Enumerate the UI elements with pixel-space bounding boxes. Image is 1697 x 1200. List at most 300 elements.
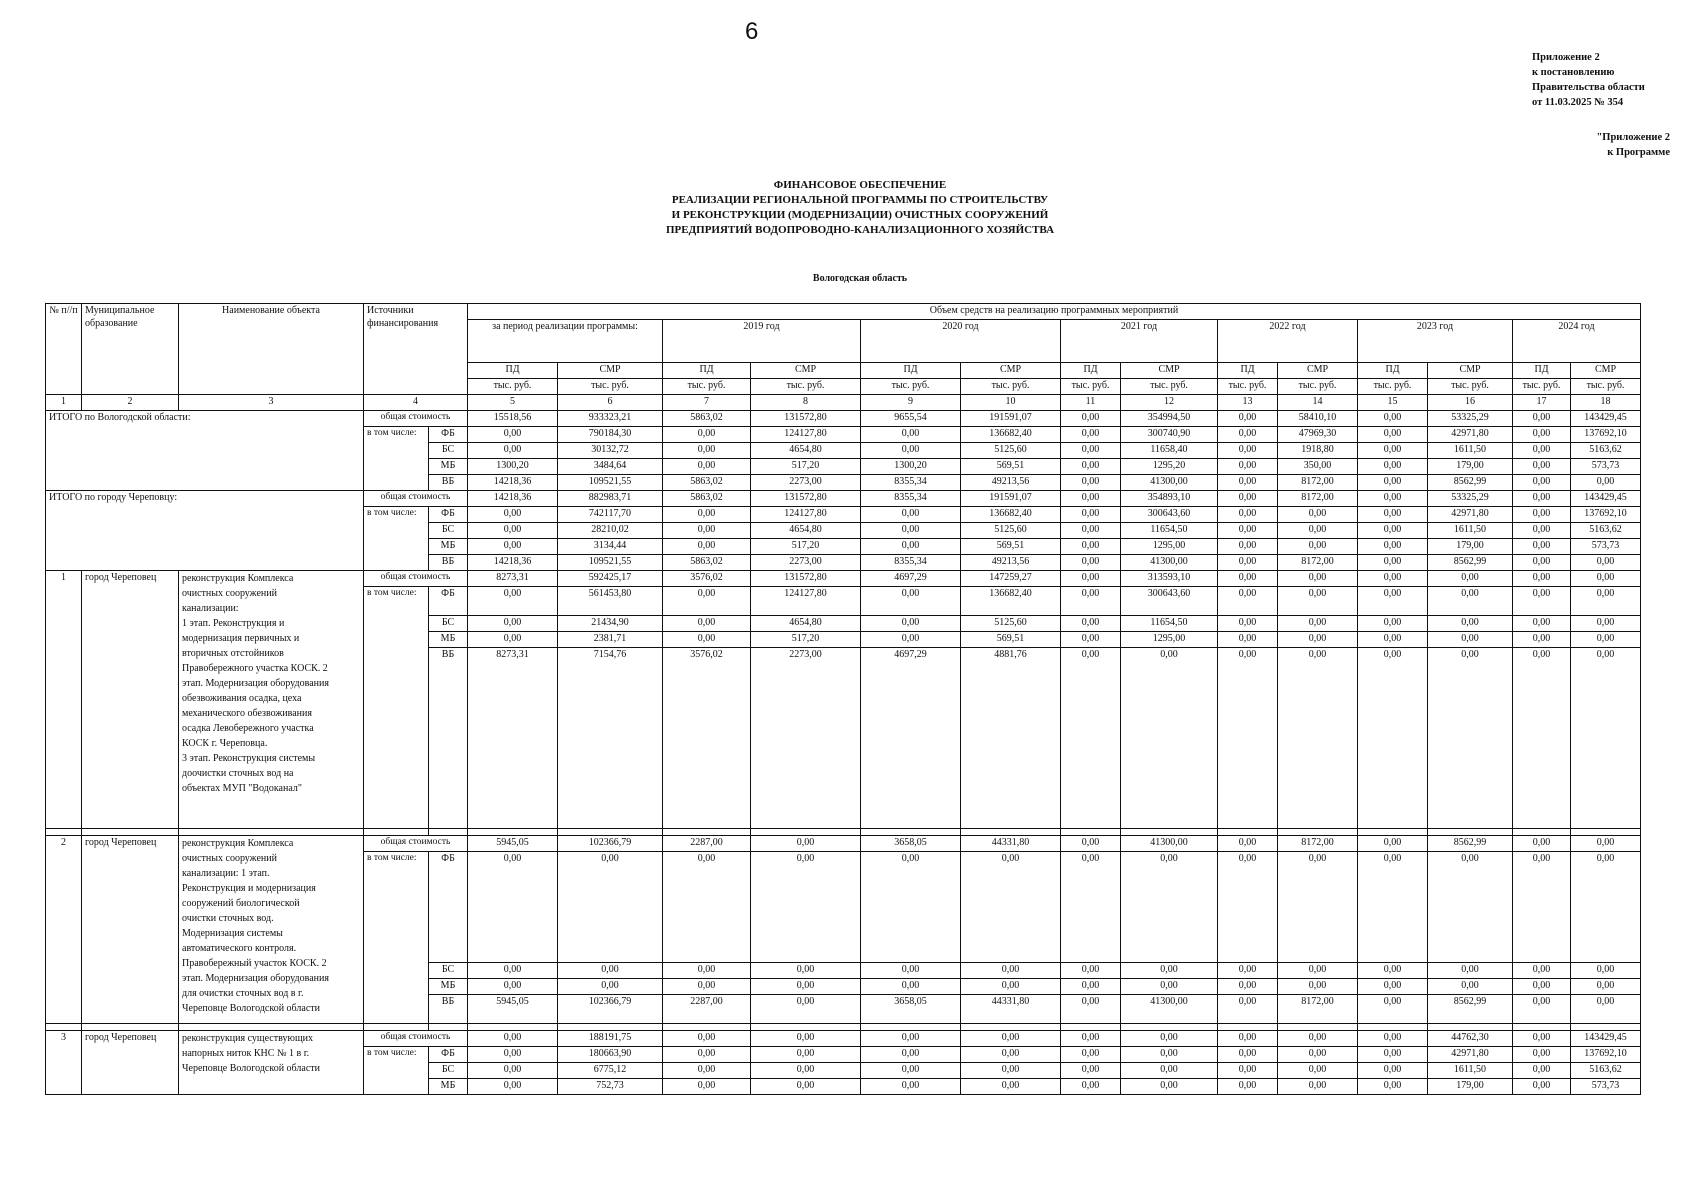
value-cell: 41300,00 (1121, 836, 1218, 852)
value-cell: 0,00 (1278, 571, 1358, 587)
value-cell: 0,00 (1428, 632, 1513, 648)
value-cell: 0,00 (751, 852, 861, 963)
value-cell: 0,00 (1218, 1031, 1278, 1047)
value-cell: 131572,80 (751, 571, 861, 587)
header-period: 2019 год (663, 320, 861, 363)
object-line: Правобережный участок КОСК. 2 (182, 958, 327, 969)
column-number: 10 (961, 395, 1061, 411)
total-cost-label: общая стоимость (364, 491, 468, 507)
value-cell: 4697,29 (861, 648, 961, 829)
value-cell: 5163,62 (1571, 443, 1641, 459)
value-cell: 0,00 (1218, 427, 1278, 443)
value-cell: 0,00 (1218, 555, 1278, 571)
value-cell: 0,00 (861, 1063, 961, 1079)
item-municipality: город Череповец (82, 571, 179, 829)
value-cell: 573,73 (1571, 539, 1641, 555)
column-number: 14 (1278, 395, 1358, 411)
value-cell: 0,00 (1513, 648, 1571, 829)
total-label: ИТОГО по городу Череповцу: (46, 491, 364, 571)
value-cell: 561453,80 (558, 587, 663, 616)
gap-cell (663, 829, 751, 836)
value-cell: 0,00 (1571, 852, 1641, 963)
value-cell: 0,00 (1121, 852, 1218, 963)
value-cell: 8273,31 (468, 648, 558, 829)
value-cell: 0,00 (1513, 963, 1571, 979)
value-cell: 517,20 (751, 459, 861, 475)
value-cell: 0,00 (1428, 587, 1513, 616)
header-period: 2023 год (1358, 320, 1513, 363)
value-cell: 0,00 (861, 979, 961, 995)
value-cell: 0,00 (1513, 852, 1571, 963)
gap-cell (558, 829, 663, 836)
value-cell: 0,00 (1513, 1031, 1571, 1047)
value-cell: 0,00 (1218, 507, 1278, 523)
column-number: 18 (1571, 395, 1641, 411)
value-cell: 0,00 (1061, 587, 1121, 616)
gap-cell (751, 829, 861, 836)
total-cost-label: общая стоимость (364, 1031, 468, 1047)
value-cell: 0,00 (1121, 1063, 1218, 1079)
value-cell: 0,00 (1278, 1031, 1358, 1047)
value-cell: 0,00 (1428, 616, 1513, 632)
value-cell: 131572,80 (751, 491, 861, 507)
header-pd: ПД (1358, 363, 1428, 379)
total-row (46, 491, 1641, 507)
value-cell: 42971,80 (1428, 427, 1513, 443)
value-cell: 0,00 (663, 459, 751, 475)
value-cell: 0,00 (1513, 523, 1571, 539)
value-cell: 0,00 (1513, 632, 1571, 648)
value-cell: 1295,00 (1121, 539, 1218, 555)
value-cell: 0,00 (558, 979, 663, 995)
value-cell: 3484,64 (558, 459, 663, 475)
value-cell: 191591,07 (961, 491, 1061, 507)
source-label: ВБ (429, 995, 468, 1024)
value-cell: 0,00 (751, 995, 861, 1024)
value-cell: 0,00 (1278, 616, 1358, 632)
value-cell: 180663,90 (558, 1047, 663, 1063)
value-cell: 354893,10 (1121, 491, 1218, 507)
appendix-program (1596, 130, 1670, 160)
gap-cell (1061, 829, 1121, 836)
value-cell: 0,00 (1218, 995, 1278, 1024)
value-cell: 49213,56 (961, 555, 1061, 571)
value-cell: 0,00 (468, 632, 558, 648)
source-label: БС (429, 523, 468, 539)
object-line: Правобережного участка КОСК. 2 (182, 663, 328, 674)
value-cell: 0,00 (1513, 459, 1571, 475)
value-cell: 3134,44 (558, 539, 663, 555)
gap-cell (46, 1024, 82, 1031)
value-cell: 143429,45 (1571, 411, 1641, 427)
value-cell: 0,00 (1061, 616, 1121, 632)
value-cell: 0,00 (1428, 963, 1513, 979)
gap-cell (1571, 1024, 1641, 1031)
gap-cell (82, 1024, 179, 1031)
object-line: Череповце Вологодской области (182, 1063, 320, 1074)
value-cell: 5163,62 (1571, 523, 1641, 539)
value-cell: 0,00 (663, 539, 751, 555)
value-cell: 0,00 (1571, 648, 1641, 829)
value-cell: 354994,50 (1121, 411, 1218, 427)
value-cell: 8273,31 (468, 571, 558, 587)
header-num: № п//п (46, 304, 82, 395)
value-cell: 0,00 (1278, 1063, 1358, 1079)
header-smr: СМР (1571, 363, 1641, 379)
value-cell: 0,00 (663, 632, 751, 648)
source-label: ФБ (429, 587, 468, 616)
value-cell: 0,00 (1513, 475, 1571, 491)
value-cell: 2287,00 (663, 836, 751, 852)
header-municipality: Муниципальное образование (82, 304, 179, 395)
value-cell: 0,00 (1571, 979, 1641, 995)
gap-cell (961, 829, 1061, 836)
object-line: 1 этап. Реконструкция и (182, 618, 285, 629)
value-cell: 0,00 (861, 963, 961, 979)
item-number: 3 (46, 1031, 82, 1095)
value-cell: 5163,62 (1571, 1063, 1641, 1079)
header-smr: СМР (1278, 363, 1358, 379)
value-cell: 0,00 (468, 539, 558, 555)
gap-cell (1061, 1024, 1121, 1031)
value-cell: 0,00 (663, 427, 751, 443)
item-municipality: город Череповец (82, 836, 179, 1024)
value-cell: 9655,54 (861, 411, 961, 427)
value-cell: 0,00 (1513, 427, 1571, 443)
value-cell: 5863,02 (663, 411, 751, 427)
value-cell: 1295,20 (1121, 459, 1218, 475)
value-cell: 0,00 (1358, 475, 1428, 491)
value-cell: 0,00 (1571, 963, 1641, 979)
value-cell: 8355,34 (861, 475, 961, 491)
value-cell: 0,00 (1061, 1063, 1121, 1079)
value-cell: 0,00 (1571, 555, 1641, 571)
title-line: ФИНАНСОВОЕ ОБЕСПЕЧЕНИЕ (773, 179, 947, 191)
value-cell: 0,00 (663, 1031, 751, 1047)
value-cell: 0,00 (861, 616, 961, 632)
value-cell: 0,00 (861, 507, 961, 523)
value-cell: 569,51 (961, 459, 1061, 475)
value-cell: 0,00 (1358, 852, 1428, 963)
value-cell: 0,00 (861, 1079, 961, 1095)
object-line: модернизация первичных и (182, 633, 300, 644)
value-cell: 0,00 (1358, 963, 1428, 979)
including-label: в том числе: (364, 427, 429, 491)
source-label: ФБ (429, 507, 468, 523)
column-number: 16 (1428, 395, 1513, 411)
value-cell: 0,00 (1218, 979, 1278, 995)
value-cell: 137692,10 (1571, 1047, 1641, 1063)
value-cell: 8562,99 (1428, 995, 1513, 1024)
column-number: 8 (751, 395, 861, 411)
total-cost-label: общая стоимость (364, 411, 468, 427)
value-cell: 0,00 (861, 1031, 961, 1047)
value-cell: 7154,76 (558, 648, 663, 829)
value-cell: 0,00 (1428, 571, 1513, 587)
value-cell: 0,00 (1218, 963, 1278, 979)
value-cell: 0,00 (751, 963, 861, 979)
source-label: БС (429, 616, 468, 632)
value-cell: 0,00 (1061, 443, 1121, 459)
value-cell: 0,00 (468, 427, 558, 443)
gap-cell (861, 829, 961, 836)
value-cell: 0,00 (468, 443, 558, 459)
total-cost-label: общая стоимость (364, 836, 468, 852)
value-cell: 53325,29 (1428, 411, 1513, 427)
value-cell: 0,00 (961, 963, 1061, 979)
object-line: вторичных отстойников (182, 648, 284, 659)
title-line: ПРЕДПРИЯТИЙ ВОДОПРОВОДНО-КАНАЛИЗАЦИОННОГО ХОЗЯЙСТВА (665, 224, 1055, 236)
gap-cell (1571, 829, 1641, 836)
header-unit: тыс. руб. (663, 379, 751, 395)
object-line: сооружений биологической (182, 898, 300, 909)
value-cell: 137692,10 (1571, 427, 1641, 443)
value-cell: 0,00 (663, 979, 751, 995)
value-cell: 1295,00 (1121, 632, 1218, 648)
header-sources: Источники финансирования (364, 304, 468, 395)
value-cell: 0,00 (1218, 632, 1278, 648)
header-pd: ПД (663, 363, 751, 379)
header-unit: тыс. руб. (861, 379, 961, 395)
value-cell: 11654,50 (1121, 616, 1218, 632)
value-cell: 136682,40 (961, 587, 1061, 616)
value-cell: 8172,00 (1278, 555, 1358, 571)
value-cell: 0,00 (1278, 507, 1358, 523)
object-line: для очистки сточных вод в г. (182, 988, 304, 999)
value-cell: 3658,05 (861, 836, 961, 852)
value-cell: 0,00 (1121, 1079, 1218, 1095)
value-cell: 300643,60 (1121, 587, 1218, 616)
value-cell: 0,00 (1061, 1079, 1121, 1095)
appendix-line: к постановлению (1532, 67, 1615, 78)
value-cell: 0,00 (663, 616, 751, 632)
header-pd: ПД (1218, 363, 1278, 379)
header-pd: ПД (468, 363, 558, 379)
value-cell: 3576,02 (663, 648, 751, 829)
value-cell: 0,00 (1358, 443, 1428, 459)
value-cell: 0,00 (861, 539, 961, 555)
value-cell: 0,00 (1278, 632, 1358, 648)
value-cell: 44331,80 (961, 995, 1061, 1024)
gap-cell (1218, 829, 1278, 836)
value-cell: 0,00 (1278, 852, 1358, 963)
value-cell: 124127,80 (751, 507, 861, 523)
header-volume: Объем средств на реализацию программных мероприятий (468, 304, 1641, 320)
value-cell: 136682,40 (961, 507, 1061, 523)
gap-cell (179, 829, 364, 836)
value-cell: 0,00 (468, 979, 558, 995)
value-cell: 179,00 (1428, 1079, 1513, 1095)
object-line: этап. Модернизация оборудования (182, 678, 329, 689)
value-cell: 8172,00 (1278, 836, 1358, 852)
value-cell: 0,00 (1121, 648, 1218, 829)
value-cell: 44762,30 (1428, 1031, 1513, 1047)
value-cell: 0,00 (1278, 963, 1358, 979)
value-cell: 0,00 (1278, 979, 1358, 995)
value-cell: 0,00 (663, 1047, 751, 1063)
value-cell: 49213,56 (961, 475, 1061, 491)
appendix-line: от 11.03.2025 № 354 (1532, 97, 1624, 108)
gap-cell (1121, 1024, 1218, 1031)
value-cell: 0,00 (1061, 1047, 1121, 1063)
header-unit: тыс. руб. (1571, 379, 1641, 395)
object-line: Модернизация системы (182, 928, 283, 939)
value-cell: 0,00 (1218, 1063, 1278, 1079)
value-cell: 0,00 (1358, 1047, 1428, 1063)
value-cell: 0,00 (1218, 1047, 1278, 1063)
header-period: 2024 год (1513, 320, 1641, 363)
value-cell: 0,00 (751, 979, 861, 995)
gap-cell (751, 1024, 861, 1031)
value-cell: 0,00 (1061, 507, 1121, 523)
value-cell: 41300,00 (1121, 555, 1218, 571)
header-pd: ПД (861, 363, 961, 379)
value-cell: 8562,99 (1428, 836, 1513, 852)
value-cell: 0,00 (1513, 411, 1571, 427)
value-cell: 47969,30 (1278, 427, 1358, 443)
column-numbers-row (46, 395, 1641, 411)
value-cell: 0,00 (1358, 427, 1428, 443)
value-cell: 0,00 (961, 852, 1061, 963)
value-cell: 0,00 (1061, 836, 1121, 852)
value-cell: 14218,36 (468, 555, 558, 571)
value-cell: 0,00 (1061, 475, 1121, 491)
page-number: 6 (745, 18, 759, 45)
value-cell: 0,00 (468, 523, 558, 539)
appendix-program-line: "Приложение 2 (1596, 132, 1670, 143)
gap-cell (429, 829, 468, 836)
value-cell: 0,00 (1121, 1031, 1218, 1047)
item-number: 1 (46, 571, 82, 829)
value-cell: 0,00 (558, 963, 663, 979)
gap-cell (1428, 1024, 1513, 1031)
financing-table (45, 303, 1641, 1095)
object-line: напорных ниток КНС № 1 в г. (182, 1048, 310, 1059)
value-cell: 143429,45 (1571, 491, 1641, 507)
value-cell: 0,00 (1061, 979, 1121, 995)
source-label: БС (429, 963, 468, 979)
value-cell: 14218,36 (468, 475, 558, 491)
value-cell: 0,00 (1061, 571, 1121, 587)
source-label: БС (429, 1063, 468, 1079)
value-cell: 0,00 (861, 443, 961, 459)
value-cell: 0,00 (1358, 632, 1428, 648)
value-cell: 5125,60 (961, 443, 1061, 459)
value-cell: 0,00 (751, 1063, 861, 1079)
object-line: этап. Модернизация оборудования (182, 973, 329, 984)
value-cell: 179,00 (1428, 459, 1513, 475)
value-cell: 0,00 (1571, 995, 1641, 1024)
including-label: в том числе: (364, 587, 429, 829)
item-object-name (179, 1031, 364, 1095)
source-label: ВБ (429, 475, 468, 491)
value-cell: 0,00 (861, 427, 961, 443)
value-cell: 2273,00 (751, 555, 861, 571)
header-object-name: Наименование объекта (179, 304, 364, 395)
value-cell: 0,00 (751, 1047, 861, 1063)
value-cell: 2273,00 (751, 648, 861, 829)
value-cell: 0,00 (751, 1031, 861, 1047)
gap-cell (1513, 829, 1571, 836)
value-cell: 0,00 (1061, 427, 1121, 443)
value-cell: 0,00 (1513, 1063, 1571, 1079)
value-cell: 517,20 (751, 632, 861, 648)
value-cell: 5125,60 (961, 616, 1061, 632)
value-cell: 0,00 (1358, 571, 1428, 587)
value-cell: 0,00 (1061, 995, 1121, 1024)
header-smr: СМР (751, 363, 861, 379)
value-cell: 0,00 (468, 1079, 558, 1095)
value-cell: 300740,90 (1121, 427, 1218, 443)
value-cell: 8172,00 (1278, 491, 1358, 507)
value-cell: 0,00 (468, 1047, 558, 1063)
value-cell: 0,00 (663, 507, 751, 523)
value-cell: 1611,50 (1428, 1063, 1513, 1079)
column-number: 5 (468, 395, 558, 411)
value-cell: 5945,05 (468, 995, 558, 1024)
value-cell: 0,00 (1121, 979, 1218, 995)
value-cell: 6775,12 (558, 1063, 663, 1079)
value-cell: 882983,71 (558, 491, 663, 507)
column-number: 3 (179, 395, 364, 411)
value-cell: 4881,76 (961, 648, 1061, 829)
value-cell: 0,00 (1513, 1047, 1571, 1063)
value-cell: 58410,10 (1278, 411, 1358, 427)
column-number: 13 (1218, 395, 1278, 411)
value-cell: 2287,00 (663, 995, 751, 1024)
value-cell: 0,00 (1358, 491, 1428, 507)
value-cell: 8355,34 (861, 555, 961, 571)
column-number: 9 (861, 395, 961, 411)
gap-cell (179, 1024, 364, 1031)
value-cell: 5125,60 (961, 523, 1061, 539)
total-row (46, 411, 1641, 427)
value-cell: 0,00 (1218, 1079, 1278, 1095)
value-cell: 752,73 (558, 1079, 663, 1095)
value-cell: 0,00 (1218, 539, 1278, 555)
value-cell: 0,00 (961, 1063, 1061, 1079)
header-unit: тыс. руб. (751, 379, 861, 395)
value-cell: 3576,02 (663, 571, 751, 587)
value-cell: 2381,71 (558, 632, 663, 648)
object-line: очистных сооружений (182, 588, 277, 599)
value-cell: 0,00 (1278, 1079, 1358, 1095)
gap-cell (1278, 829, 1358, 836)
value-cell: 0,00 (1061, 523, 1121, 539)
value-cell: 0,00 (861, 523, 961, 539)
value-cell: 131572,80 (751, 411, 861, 427)
header-period: 2021 год (1061, 320, 1218, 363)
value-cell: 790184,30 (558, 427, 663, 443)
value-cell: 0,00 (1218, 587, 1278, 616)
title-line: И РЕКОНСТРУКЦИИ (МОДЕРНИЗАЦИИ) ОЧИСТНЫХ СООРУЖЕНИЙ (671, 209, 1049, 221)
value-cell: 0,00 (1358, 523, 1428, 539)
value-cell: 0,00 (1061, 963, 1121, 979)
value-cell: 0,00 (1218, 571, 1278, 587)
value-cell: 0,00 (1358, 539, 1428, 555)
gap-cell (1358, 829, 1428, 836)
value-cell: 0,00 (861, 587, 961, 616)
value-cell: 0,00 (663, 443, 751, 459)
value-cell: 1918,80 (1278, 443, 1358, 459)
gap-cell (82, 829, 179, 836)
gap-cell (1218, 1024, 1278, 1031)
value-cell: 0,00 (1513, 616, 1571, 632)
value-cell: 137692,10 (1571, 507, 1641, 523)
value-cell: 0,00 (663, 523, 751, 539)
value-cell: 0,00 (1061, 648, 1121, 829)
value-cell: 300643,60 (1121, 507, 1218, 523)
